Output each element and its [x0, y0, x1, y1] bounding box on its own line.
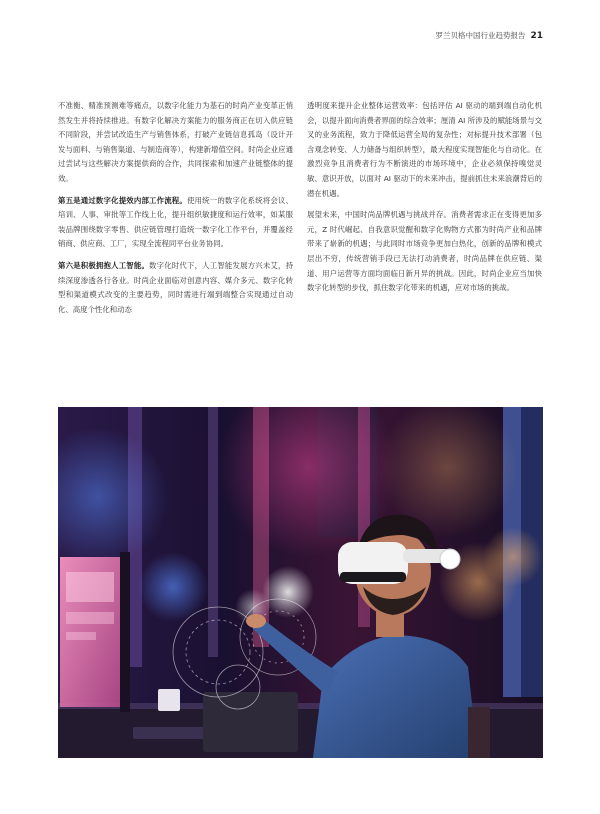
- left-text-column: [58, 99, 293, 324]
- page-header: [435, 30, 543, 41]
- right-text-column: [307, 99, 542, 303]
- chair: [468, 707, 490, 758]
- page-number: 21: [530, 31, 543, 41]
- person-hand: [246, 614, 266, 628]
- photo-illustration: [58, 407, 543, 758]
- mug: [158, 689, 180, 711]
- paragraph-lead: 第六是积极拥抱人工智能。: [58, 260, 150, 270]
- paragraph-lead: 第五是通过数字化提效内部工作流程。: [58, 195, 187, 205]
- paragraph: [58, 259, 293, 317]
- paragraph-body: 数字化时代下，人工智能发展方兴未艾，持续深度渗透各行各业。时尚企业面临对创意内容、媒介多元、数字化转型和渠道模式改变的主要趋势，同时需进行端到端整合实现通过自动化、高度个性化和动态: [58, 260, 293, 314]
- paragraph: 不准衡、精准预测难等痛点，以数字化能力为基石的时尚产业变革正悄然发生并将持续推进。有数字化解决方案能力的服务商正在切入供应链不同阶段，并尝试改造生产与销售体系，打破产业链信息孤岛（设计开发与面料、与销售渠道、与制造商等），构建新增值空间。时尚企业应通过尝试与这些解决方案提供商的合作，共同探索和加速产业链整体的提效。: [58, 101, 293, 183]
- keyboard: [133, 727, 213, 739]
- paragraph-body: 使用统一的数字化系统将会议、培训、人事、审批等工作线上化，提升组织敏捷度和运行效率，如某服装品牌围绕数字零售、供应链管理打造统一数字化工作平台，并覆盖经销商、供应商、工厂，实现全流程同平台业务协同。: [58, 195, 293, 249]
- report-title: 罗兰贝格中国行业趋势报告: [435, 31, 526, 40]
- vr-user-photo: [58, 407, 543, 758]
- paragraph: [58, 194, 293, 252]
- paragraph: 透明度来提升企业整体运营效率：包括评估 AI 驱动的端到端自动化机会，以提升面向消费者界面的综合效率；厘清 AI 所涉及的赋能场景与交叉的业务流程，致力于降低运营全局的复杂性；对标提升技术部署（包含观念转变、人力储备与组织转型），最大程度实现智能化与自动化。在激烈竞争且消费者行为不断演进的市场环境中，企业必须保持嗅觉灵敏、意识开放，以面对 AI 驱动下的未来冲击，提前抓住未来浪潮背后的潜在机遇。: [307, 101, 542, 198]
- paragraph: 展望未来，中国时尚品牌机遇与挑战并存。消费者需求正在变得更加多元，Z 时代崛起、自我意识觉醒和数字化购物方式都为时尚产业和品牌带来了崭新的机遇；与此同时市场竞争更加白热化，创新的品牌和模式层出不穷，传统营销手段已无法打动消费者，时尚品牌在供应链、渠道、用户运营等方面均面临日新月异的挑战。因此，时尚企业应当加快数字化转型的步伐，抓住数字化带来的机遇，应对市场的挑战。: [307, 210, 542, 293]
- laptop: [203, 692, 298, 752]
- monitor: [60, 552, 130, 712]
